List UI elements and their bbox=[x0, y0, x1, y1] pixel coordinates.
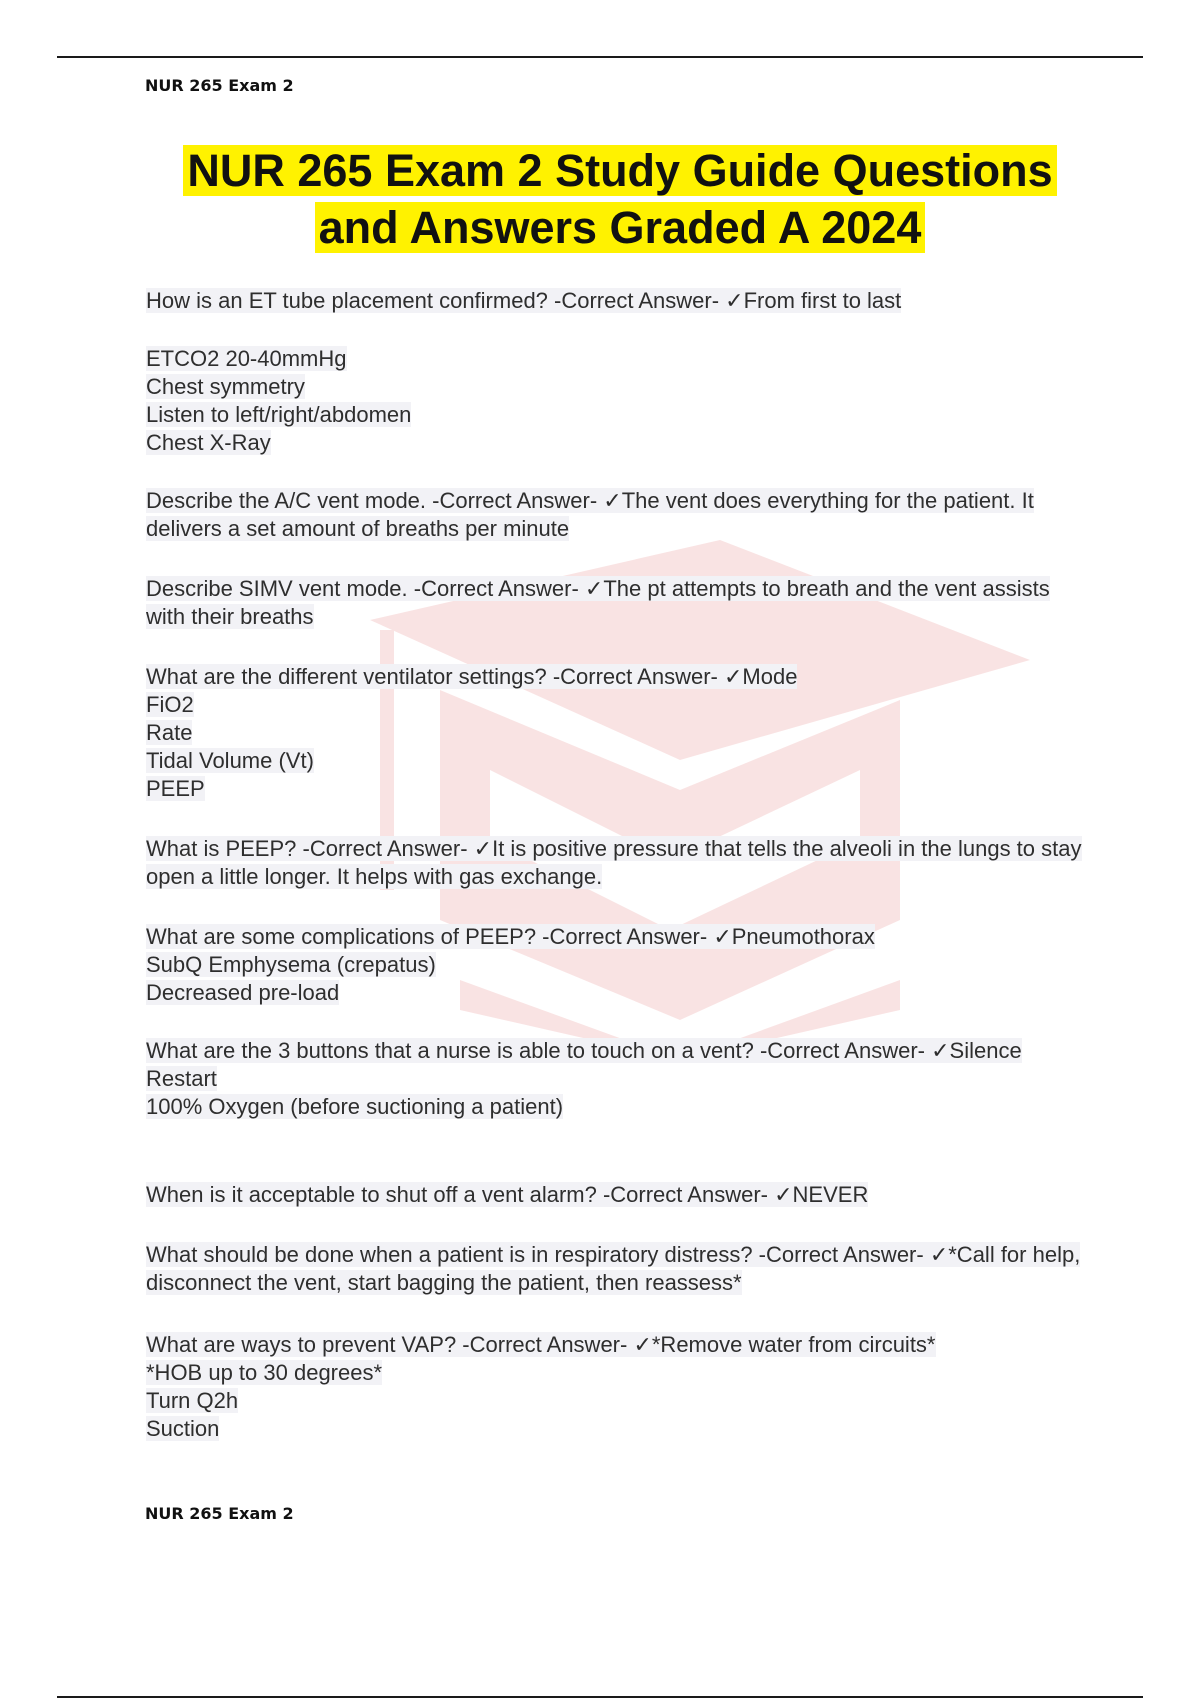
qa-item-10 bbox=[146, 1331, 1086, 1443]
qa-item-1 bbox=[146, 287, 1086, 315]
answer-line: SubQ Emphysema (crepatus) bbox=[146, 952, 436, 977]
qa-item-6 bbox=[146, 923, 1086, 1007]
top-rule bbox=[57, 56, 1143, 58]
answer-line: *HOB up to 30 degrees* bbox=[146, 1360, 383, 1385]
answer-line: Tidal Volume (Vt) bbox=[146, 748, 314, 773]
answer-line: Listen to left/right/abdomen bbox=[146, 402, 412, 427]
qa-item-3 bbox=[146, 575, 1086, 631]
qa-question: What are the 3 buttons that a nurse is able to touch on a vent? -Correct Answer- ✓Silence bbox=[146, 1038, 1022, 1063]
qa-question: Describe SIMV vent mode. -Correct Answer- ✓The pt attempts to breath and the vent assists with their breaths bbox=[146, 576, 1050, 629]
answer-line: ETCO2 20-40mmHg bbox=[146, 346, 347, 371]
answer-line: Suction bbox=[146, 1416, 220, 1441]
page-footer: NUR 265 Exam 2 bbox=[145, 1504, 294, 1523]
qa-question: What are some complications of PEEP? -Correct Answer- ✓Pneumothorax bbox=[146, 924, 875, 949]
answer-line: Chest X-Ray bbox=[146, 430, 271, 455]
answer-line: Turn Q2h bbox=[146, 1388, 239, 1413]
qa-item-1-answers bbox=[146, 345, 1086, 457]
qa-question: What are ways to prevent VAP? -Correct Answer- ✓*Remove water from circuits* bbox=[146, 1332, 936, 1357]
qa-question: Describe the A/C vent mode. -Correct Answer- ✓The vent does everything for the patient. It delivers a set amount of breaths per minute bbox=[146, 488, 1034, 541]
qa-item-5 bbox=[146, 835, 1086, 891]
qa-question: When is it acceptable to shut off a vent alarm? -Correct Answer- ✓NEVER bbox=[146, 1182, 869, 1207]
title-line-1: NUR 265 Exam 2 Study Guide Questions bbox=[183, 145, 1056, 196]
bottom-rule bbox=[57, 1696, 1143, 1698]
qa-item-2 bbox=[146, 487, 1086, 543]
qa-item-8 bbox=[146, 1181, 1086, 1209]
answer-line: FiO2 bbox=[146, 692, 194, 717]
page-header: NUR 265 Exam 2 bbox=[145, 76, 294, 95]
qa-item-9 bbox=[146, 1241, 1086, 1297]
answer-line: PEEP bbox=[146, 776, 205, 801]
title-line-2: and Answers Graded A 2024 bbox=[315, 202, 926, 253]
qa-question: What is PEEP? -Correct Answer- ✓It is positive pressure that tells the alveoli in the lungs to stay open a little longer. It helps with gas exchange. bbox=[146, 836, 1082, 889]
answer-line: 100% Oxygen (before suctioning a patient) bbox=[146, 1094, 564, 1119]
document-title bbox=[80, 142, 1160, 256]
qa-question: What should be done when a patient is in respiratory distress? -Correct Answer- ✓*Call for help, disconnect the vent, start bagging the patient, then reassess* bbox=[146, 1242, 1081, 1295]
answer-line: Chest symmetry bbox=[146, 374, 305, 399]
answer-line: Decreased pre-load bbox=[146, 980, 340, 1005]
qa-question: How is an ET tube placement confirmed? -Correct Answer- ✓From first to last bbox=[146, 288, 902, 313]
qa-question: What are the different ventilator settings? -Correct Answer- ✓Mode bbox=[146, 664, 798, 689]
qa-item-4 bbox=[146, 663, 1086, 803]
answer-line: Rate bbox=[146, 720, 193, 745]
answer-line: Restart bbox=[146, 1066, 217, 1091]
qa-item-7 bbox=[146, 1037, 1086, 1121]
